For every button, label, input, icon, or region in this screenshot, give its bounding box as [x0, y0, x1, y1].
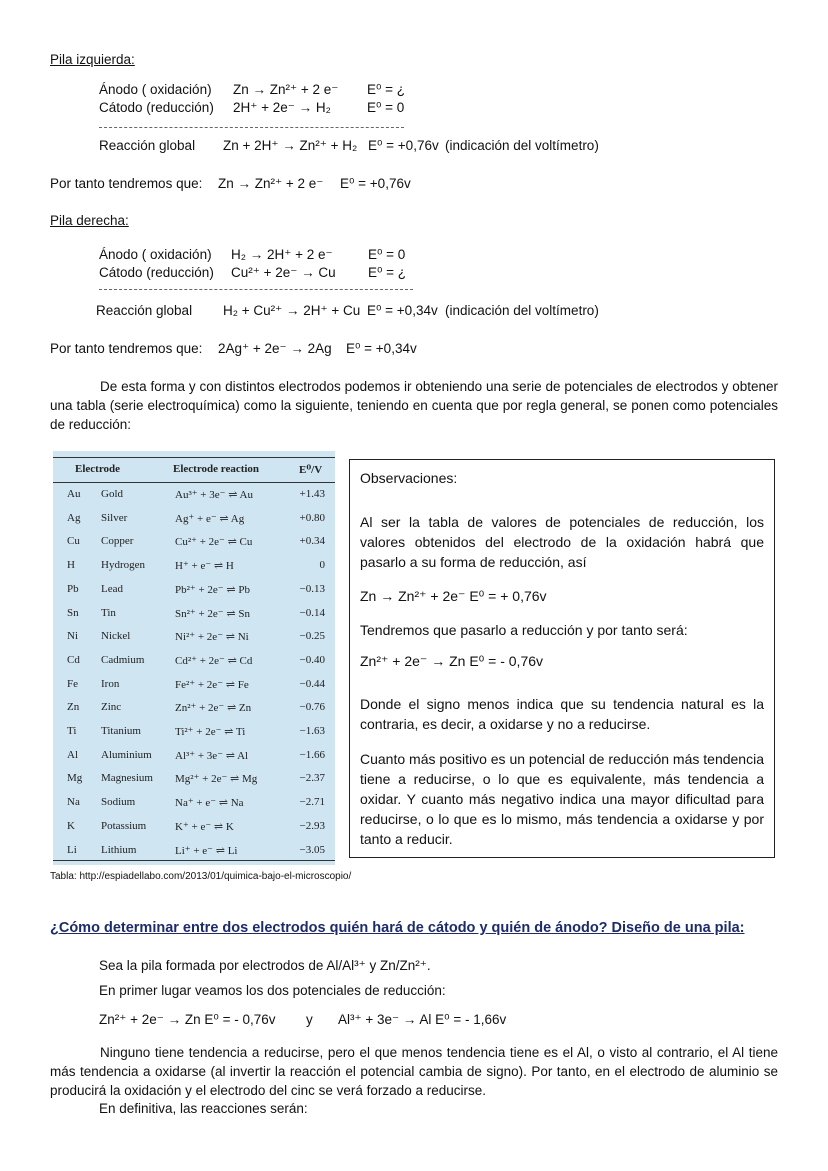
right-anode-label: Ánodo ( oxidación) [99, 247, 212, 262]
observations-p3: Donde el signo menos indica que su tendencia natural es la contraria, es decir, a oxidarse y no a reducirse. [360, 696, 764, 732]
cell-reaction: Fe²⁺ + 2e⁻ ⇌ Fe [175, 678, 249, 691]
left-anode-potential: E⁰ = ¿ [367, 82, 406, 97]
cell-name: Lead [101, 582, 123, 595]
observations-p1: Al ser la tabla de valores de potenciales de reducción, los valores obtenidos del electrodo de la oxidación habrá que pasarlo a su forma de reducción, así [360, 514, 764, 570]
cell-name: Aluminium [101, 748, 152, 761]
table-header [53, 457, 335, 483]
cell-reaction: Li⁺ + e⁻ ⇌ Li [175, 844, 238, 857]
cell-symbol: Sn [67, 606, 79, 619]
left-cathode-potential: E⁰ = 0 [367, 100, 405, 115]
observations-box [349, 459, 775, 858]
observations-p2: Tendremos que pasarlo a reducción y por tanto será: [360, 622, 688, 638]
cell-e0: −0.44 [299, 677, 325, 690]
table-row [53, 815, 335, 839]
table-bottom-rule [53, 860, 335, 861]
cell-reaction: K⁺ + e⁻ ⇌ K [175, 820, 234, 833]
intro-paragraph: De esta forma y con distintos electrodos podemos ir obteniendo una serie de potenciales de electrodos y obtener una tabla (serie electroquímica) como la siguiente, teniendo en cuenta que por regla general, se ponen como potenciales de reducción: [50, 379, 778, 432]
cell-e0: −2.71 [299, 796, 325, 809]
cell-name: Titanium [101, 725, 141, 737]
section-line1: Sea la pila formada por electrodos de Al/Al³⁺ y Zn/Zn²⁺. [99, 958, 431, 973]
cell-e0: +0.34 [299, 535, 325, 548]
table-row [53, 530, 335, 554]
left-conclusion-reaction: Zn → Zn²⁺ + 2 e⁻ [218, 176, 324, 191]
header-electrode: Electrode [75, 463, 121, 475]
left-global-potential: E⁰ = +0,76v [368, 138, 439, 153]
right-cathode-reaction: Cu²⁺ + 2e⁻ → Cu [231, 265, 336, 280]
cell-symbol: Pb [67, 582, 79, 595]
equation-zinc: Zn²⁺ + 2e⁻ → Zn E⁰ = - 0,76v [99, 1012, 276, 1027]
cell-name: Cadmium [101, 653, 145, 666]
table-row [53, 625, 335, 649]
right-conclusion-potential: E⁰ = +0,34v [346, 341, 417, 356]
section-last-line: En definitiva, las reacciones serán: [99, 1101, 308, 1116]
right-anode-reaction: H₂ → 2H⁺ + 2 e⁻ [231, 247, 333, 262]
left-cell-title: Pila izquierda: [50, 52, 135, 67]
left-global-label: Reacción global [99, 138, 196, 153]
cell-name: Hydrogen [101, 559, 145, 572]
cell-reaction: Ag⁺ + e⁻ ⇌ Ag [175, 512, 245, 525]
cell-reaction: Cu²⁺ + 2e⁻ ⇌ Cu [175, 536, 253, 549]
cell-reaction: Au³⁺ + 3e⁻ ⇌ Au [175, 489, 253, 501]
table-row [53, 791, 335, 815]
left-global-reaction: Zn + 2H⁺ → Zn²⁺ + H₂ [223, 138, 358, 153]
cell-symbol: Al [67, 748, 78, 761]
right-global-note: (indicación del voltímetro) [445, 303, 599, 318]
right-global-reaction: H₂ + Cu²⁺ → 2H⁺ + Cu [223, 303, 361, 318]
left-conclusion-potential: E⁰ = +0,76v [340, 176, 411, 191]
left-anode-label: Ánodo ( oxidación) [99, 82, 212, 97]
table-row [53, 507, 335, 531]
header-e0: E⁰/V [299, 464, 323, 476]
observations-eq2: Zn²⁺ + 2e⁻ → Zn E⁰ = - 0,76v [360, 653, 544, 669]
cell-e0: −2.37 [299, 772, 325, 785]
table-row [53, 602, 335, 626]
cell-symbol: Cd [67, 653, 80, 666]
header-reaction: Electrode reaction [173, 463, 260, 475]
left-conclusion-label: Por tanto tendremos que: [50, 176, 203, 191]
cell-e0: −0.40 [299, 653, 325, 666]
right-cathode-label: Cátodo (reducción) [99, 265, 214, 280]
table-row [53, 483, 335, 507]
cell-name: Lithium [101, 843, 137, 856]
cell-name: Sodium [101, 796, 136, 809]
right-anode-potential: E⁰ = 0 [368, 247, 406, 262]
cell-name: Silver [101, 511, 128, 524]
table-row [53, 649, 335, 673]
left-global-note: (indicación del voltímetro) [445, 138, 599, 153]
cell-symbol: Li [67, 843, 77, 856]
left-cathode-reaction: 2H⁺ + 2e⁻ → H₂ [233, 100, 331, 115]
table-row [53, 673, 335, 697]
cell-reaction: Sn²⁺ + 2e⁻ ⇌ Sn [175, 607, 250, 620]
section-heading: ¿Cómo determinar entre dos electrodos quién hará de cátodo y quién de ánodo? Diseño de una pila: [50, 920, 745, 936]
observations-title: Observaciones: [360, 470, 458, 486]
cell-name: Copper [101, 535, 134, 548]
table-row [53, 744, 335, 768]
table-row [53, 767, 335, 791]
electrochemical-series-table [53, 451, 335, 865]
cell-e0: −1.66 [299, 748, 325, 761]
cell-reaction: Al³⁺ + 3e⁻ ⇌ Al [175, 749, 249, 762]
left-anode-reaction: Zn → Zn²⁺ + 2 e⁻ [233, 82, 339, 97]
left-divider [99, 127, 404, 128]
cell-name: Zinc [101, 701, 122, 714]
right-cell-title: Pila derecha: [50, 213, 129, 228]
observations-eq1: Zn → Zn²⁺ + 2e⁻ E⁰ = + 0,76v [360, 588, 547, 604]
cell-reaction: Zn²⁺ + 2e⁻ ⇌ Zn [175, 702, 252, 715]
cell-e0: 0 [319, 559, 325, 572]
table-row [53, 839, 335, 863]
cell-e0: −0.13 [299, 582, 325, 595]
cell-symbol: Ti [67, 725, 77, 737]
right-conclusion-reaction: 2Ag⁺ + 2e⁻ → 2Ag [218, 341, 332, 356]
cell-name: Magnesium [101, 772, 153, 785]
cell-e0: −3.05 [299, 843, 325, 856]
cell-e0: −0.25 [299, 630, 325, 643]
table-caption: Tabla: http://espiadellabo.com/2013/01/quimica-bajo-el-microscopio/ [50, 871, 352, 882]
right-global-potential: E⁰ = +0,34v [367, 303, 438, 318]
cell-e0: −0.76 [299, 701, 325, 714]
cell-symbol: Ni [67, 630, 78, 643]
cell-e0: −1.63 [299, 725, 325, 737]
cell-e0: −0.14 [299, 606, 325, 619]
right-divider [99, 289, 413, 290]
cell-e0: +0.80 [299, 511, 325, 524]
table-row [53, 720, 335, 744]
right-conclusion-label: Por tanto tendremos que: [50, 341, 203, 356]
cell-name: Nickel [101, 630, 131, 643]
table-row [53, 696, 335, 720]
cell-symbol: Mg [67, 772, 83, 785]
table-row [53, 578, 335, 602]
cell-name: Tin [101, 606, 116, 619]
cell-e0: +1.43 [299, 488, 325, 500]
cell-symbol: Fe [67, 677, 78, 690]
cell-name: Iron [101, 677, 120, 690]
cell-symbol: Ag [67, 511, 81, 524]
cell-symbol: H [67, 559, 75, 572]
left-cathode-label: Cátodo (reducción) [99, 100, 214, 115]
cell-reaction: Cd²⁺ + 2e⁻ ⇌ Cd [175, 654, 253, 667]
right-cathode-potential: E⁰ = ¿ [368, 265, 407, 280]
cell-e0: −2.93 [299, 819, 325, 832]
equation-connector: y [306, 1012, 313, 1027]
cell-name: Gold [101, 488, 123, 500]
cell-symbol: Zn [67, 701, 80, 714]
equation-aluminium: Al³⁺ + 3e⁻ → Al E⁰ = - 1,66v [338, 1012, 507, 1027]
observations-p4: Cuanto más positivo es un potencial de reducción más tendencia tiene a reducirse, o lo que es equivalente, más tendencia a oxidar. Y cuanto más negativo indica una mayor dificultad para reducirse, o lo que es lo mismo, más tendencia a oxidarse y por tanto a reducir. [360, 751, 764, 847]
table-row [53, 554, 335, 578]
cell-reaction: Ni²⁺ + 2e⁻ ⇌ Ni [175, 631, 249, 644]
cell-symbol: K [67, 819, 75, 832]
cell-symbol: Au [67, 488, 81, 500]
section-line2: En primer lugar veamos los dos potenciales de reducción: [99, 983, 446, 998]
cell-reaction: Mg²⁺ + 2e⁻ ⇌ Mg [175, 773, 258, 786]
cell-symbol: Cu [67, 535, 80, 548]
cell-symbol: Na [67, 796, 80, 809]
right-global-label: Reacción global [96, 303, 193, 318]
cell-reaction: Pb²⁺ + 2e⁻ ⇌ Pb [175, 583, 250, 596]
section-paragraph: Ninguno tiene tendencia a reducirse, pero el que menos tendencia tiene es el Al, o visto al contrario, el Al tiene más tendencia a oxidarse (al invertir la reacción el potencial cambia de signo). Por tanto, en el electrodo de aluminio se producirá la oxidación y el electrodo del cinc se verá forzado a reducirse. [50, 1045, 778, 1098]
cell-reaction: Ti²⁺ + 2e⁻ ⇌ Ti [175, 726, 246, 738]
cell-name: Potassium [101, 819, 147, 832]
cell-reaction: Na⁺ + e⁻ ⇌ Na [175, 797, 244, 810]
cell-reaction: H⁺ + e⁻ ⇌ H [175, 560, 234, 573]
